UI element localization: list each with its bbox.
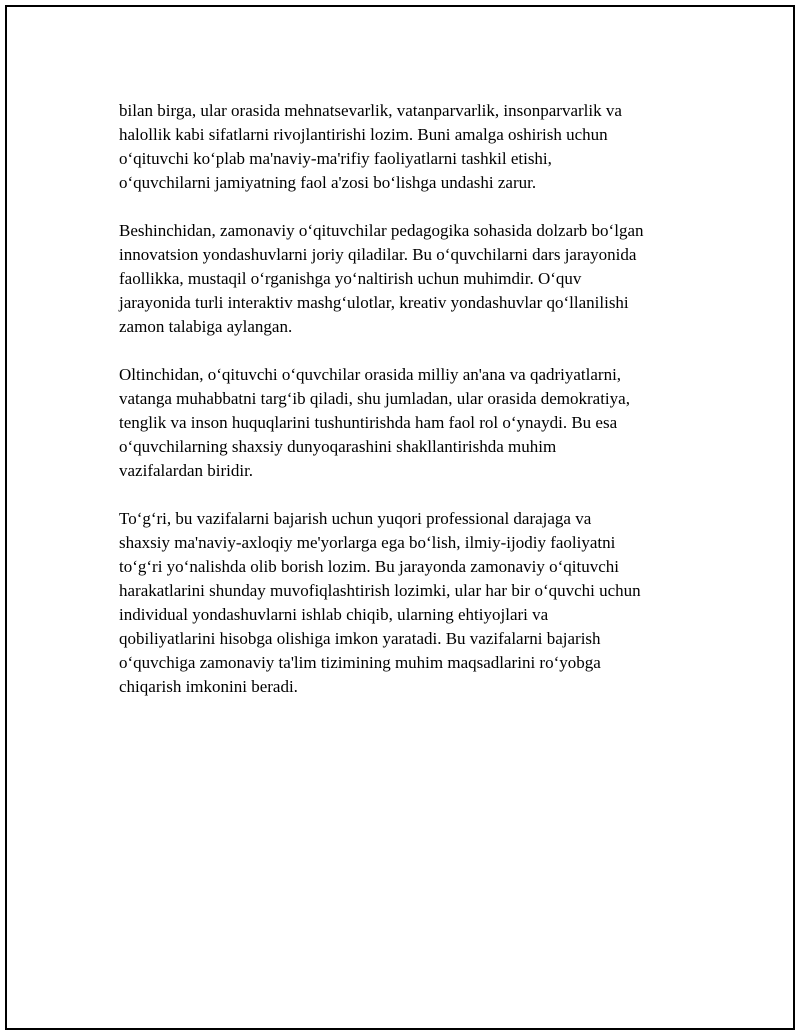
text-line: tenglik va inson huquqlarini tushuntirishda ham faol rol o‘ynaydi. Bu esa (119, 413, 618, 432)
text-line: individual yondashuvlarni ishlab chiqib, ularning ehtiyojlari va (119, 605, 549, 624)
text-line: jarayonida turli interaktiv mashg‘ulotlar, kreativ yondashuvlar qo‘llanilishi (119, 293, 629, 312)
text-line: faollikka, mustaqil o‘rganishga yo‘naltirish uchun muhimdir. O‘quv (119, 269, 582, 288)
text-line: Beshinchidan, zamonaviy o‘qituvchilar pedagogika sohasida dolzarb bo‘lgan (119, 221, 644, 240)
text-line: harakatlarini shunday muvofiqlashtirish lozimki, ular har bir o‘quvchi uchun (119, 581, 641, 600)
paragraph-4 (119, 507, 699, 699)
text-line: o‘quvchilarning shaxsiy dunyoqarashini shakllantirishda muhim (119, 437, 557, 456)
text-line: chiqarish imkonini beradi. (119, 677, 298, 696)
document-page (5, 5, 795, 1030)
text-line: bilan birga, ular orasida mehnatsevarlik, vatanparvarlik, insonparvarlik va (119, 101, 622, 120)
text-line: o‘qituvchi ko‘plab ma'naviy-ma'rifiy faoliyatlarni tashkil etishi, (119, 149, 552, 168)
text-line: zamon talabiga aylangan. (119, 317, 293, 336)
text-line: halollik kabi sifatlarni rivojlantirishi lozim. Buni amalga oshirish uchun (119, 125, 608, 144)
text-line: vatanga muhabbatni targ‘ib qiladi, shu jumladan, ular orasida demokratiya, (119, 389, 630, 408)
paragraph-1 (119, 99, 699, 195)
text-line: innovatsion yondashuvlarni joriy qiladilar. Bu o‘quvchilarni dars jarayonida (119, 245, 637, 264)
text-line: o‘quvchilarni jamiyatning faol a'zosi bo‘lishga undashi zarur. (119, 173, 537, 192)
paragraph-3 (119, 363, 699, 483)
text-line: to‘g‘ri yo‘nalishda olib borish lozim. Bu jarayonda zamonaviy o‘qituvchi (119, 557, 619, 576)
text-line: Oltinchidan, o‘qituvchi o‘quvchilar orasida milliy an'ana va qadriyatlarni, (119, 365, 622, 384)
paragraph-2 (119, 219, 699, 339)
text-line: o‘quvchiga zamonaviy ta'lim tizimining muhim maqsadlarini ro‘yobga (119, 653, 601, 672)
text-line: vazifalardan biridir. (119, 461, 254, 480)
text-line: shaxsiy ma'naviy-axloqiy me'yorlarga ega bo‘lish, ilmiy-ijodiy faoliyatni (119, 533, 616, 552)
text-line: qobiliyatlarini hisobga olishiga imkon yaratadi. Bu vazifalarni bajarish (119, 629, 601, 648)
text-line: To‘g‘ri, bu vazifalarni bajarish uchun yuqori professional darajaga va (119, 509, 592, 528)
document-body (119, 99, 699, 723)
